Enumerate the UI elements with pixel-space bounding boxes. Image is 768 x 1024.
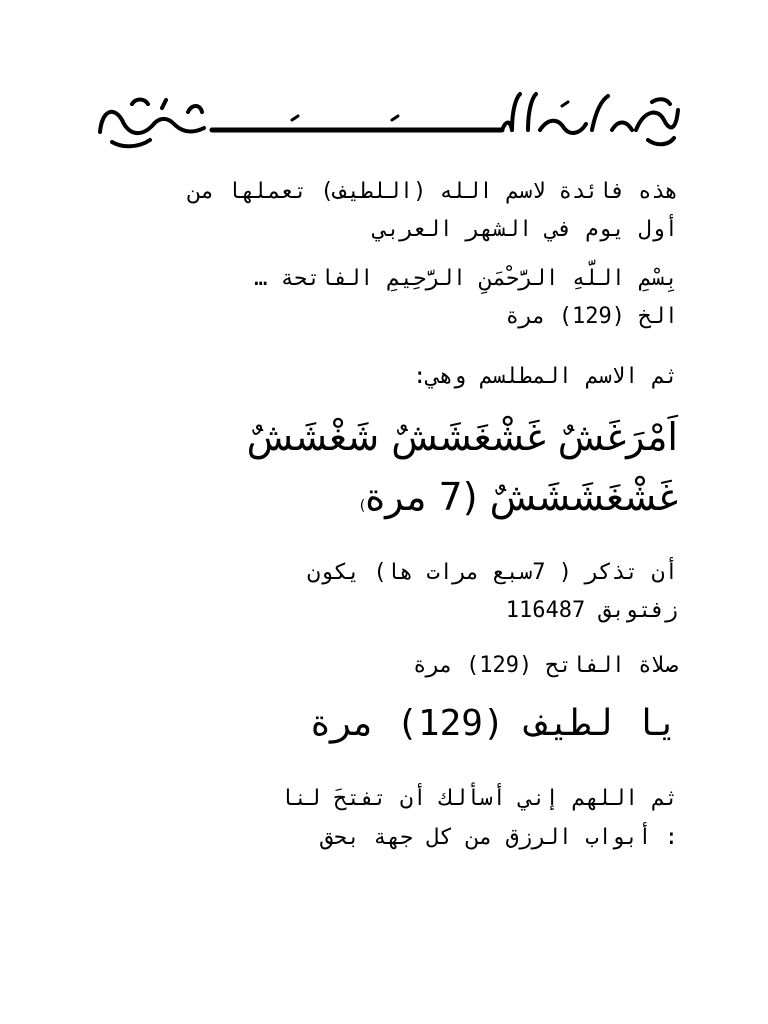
text-line-intro: هذه فائدة لاسم الله (اللطيف) تعملها من <box>187 179 678 204</box>
text-line-talisman-name-intro: ثم الاسم المطلسم وهي: <box>413 364 678 389</box>
text-line-count-129: الخ (129) مرة <box>505 304 678 329</box>
text-line-dua-start: ثم اللهم إني أسألك أن تفتحَ لنا <box>280 786 678 811</box>
text-line-code-number: زفتوبق 116487 <box>505 598 678 623</box>
text-line-talisman-words: اَمْرَغَشٌ غَشْغَشَشٌ شَغْشَشٌ <box>246 415 678 459</box>
text-line-seven-times: أن تذكر ( 7سبع مرات ها) يكون <box>307 560 678 585</box>
text-line-first-day: أول يوم في الشهر العربي <box>373 217 678 242</box>
text-line-salat-fatih: صلاة الفاتح (129) مرة <box>413 653 678 678</box>
text-line-talisman-count <box>359 475 678 519</box>
basmala-calligraphy <box>92 90 682 150</box>
text-line-ya-latif: يا لطيف (129) مرة <box>309 703 678 744</box>
basmala-calligraphy-drawing <box>92 90 682 150</box>
text-line-basmala-fatiha: بِسْمِ اللَّهِ الرَّحْمَنِ الرَّحِيمِ الفاتحة … <box>254 266 678 291</box>
text-line-dua-end: : أبواب الرزق من كل جهة بحق <box>320 825 678 850</box>
talisman-count-paren: ) <box>359 498 366 514</box>
talisman-count-text: غَشْغَشَشَشٌ (7 مرة <box>365 475 678 519</box>
